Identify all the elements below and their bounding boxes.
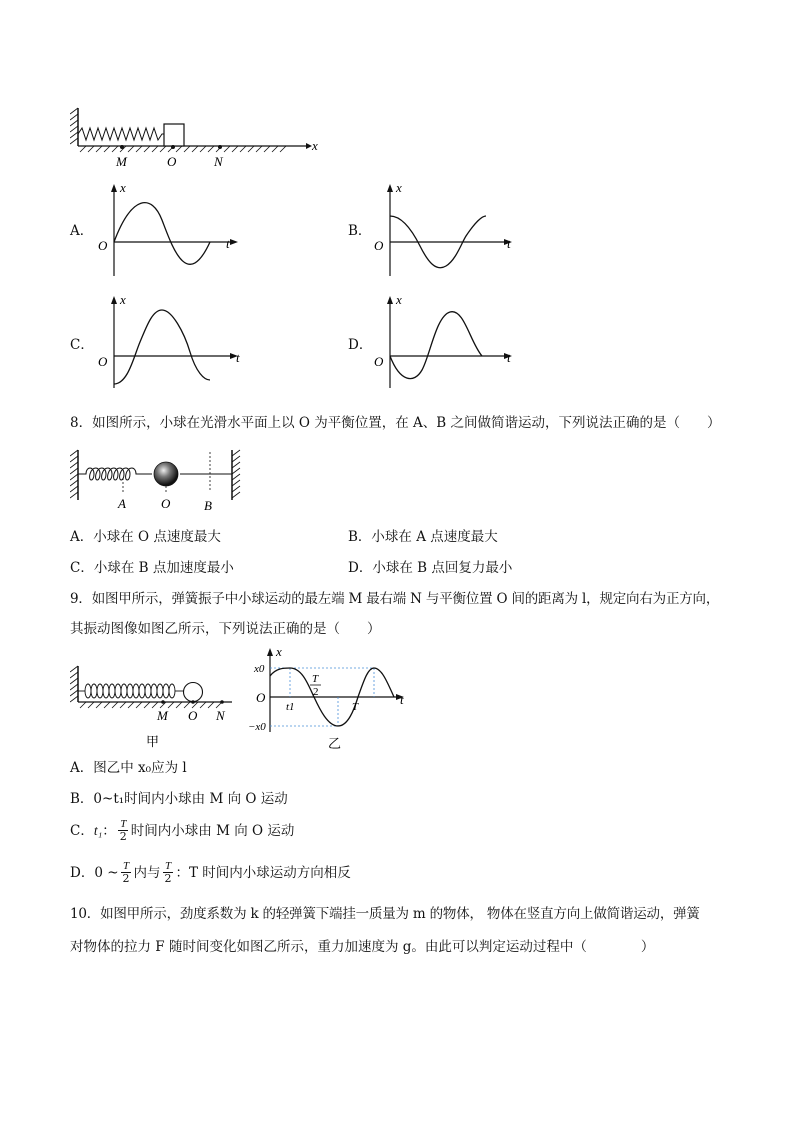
svg-text:O: O [98,354,108,369]
q9-option-d-fraction-2: $\frac{T}{2}$ [164,860,172,885]
q7-option-d-letter[interactable]: D． [348,337,373,353]
q9-yi-t1: t1 [286,701,295,713]
svg-text:x: x [396,292,402,307]
q7-option-a-graph [92,180,252,280]
q9-yi-origin: O [256,690,266,705]
q7-option-a-letter[interactable]: A． [70,223,94,239]
q8-stem: 8．如图所示，小球在光滑水平面上以 O 为平衡位置，在 A、B 之间做简谐运动，下列说法正确的是（ ） [70,415,721,431]
q9-option-d-sep: ： [175,864,190,881]
q9-jia-label-o: O [188,708,198,723]
q8-option-b[interactable]: B．小球在 A 点速度最大 [348,529,498,545]
q10-stem-line1: 10．如图甲所示，劲度系数为 k 的轻弹簧下端挂一质量为 m 的物体， 物体在竖直方向上做简谐运动，弹簧 [70,906,700,922]
q9-stem-line2: 其振动图像如图乙所示，下列说法正确的是（ ） [70,621,381,637]
q9-figure-yi [248,644,418,752]
q9-yi-period: T [352,701,359,713]
q9-yi-half-num: T [312,673,319,685]
q8-option-d[interactable]: D．小球在 B 点回复力最小 [348,560,513,576]
q9-option-c-sep: ： [102,822,116,839]
q9-option-c-suffix: 时间内小球由 M 向 O 运动 [130,822,295,839]
q9-figure-jia [70,662,240,750]
svg-text:t: t [236,350,240,365]
q9-option-d[interactable] [70,860,351,885]
svg-text:O: O [374,354,384,369]
q7-axis-x-label: x [312,138,318,153]
svg-text:x: x [120,180,126,195]
q9-yi-x0: x0 [254,663,265,675]
q9-option-c-prefix: C． [70,822,94,839]
svg-text:x: x [120,292,126,307]
svg-text:t: t [507,236,511,251]
q9-option-b[interactable]: B．0~t₁时间内小球由 M 向 O 运动 [70,791,288,807]
q9-yi-neg-x0: −x0 [248,721,266,733]
q9-yi-axis-x: x [276,644,282,659]
q8-option-c[interactable]: C．小球在 B 点加速度最小 [70,560,234,576]
q7-option-c-letter[interactable]: C． [70,337,94,353]
svg-text:x: x [396,180,402,195]
q8-option-a[interactable]: A．小球在 O 点速度最大 [70,529,221,545]
q9-option-d-prefix: D．0 ~ [70,864,119,881]
svg-text:t: t [226,236,230,251]
q9-jia-caption: 甲 [146,735,160,750]
q7-point-n: N [214,154,223,169]
q9-option-c[interactable] [70,818,294,843]
q7-option-c-graph [92,292,252,392]
q9-yi-axis-t: t [400,692,404,707]
q8-label-a: A [118,496,126,511]
q7-spring-block-figure [70,100,330,175]
q9-option-d-fraction-1: $\frac{T}{2}$ [122,860,130,885]
q9-option-d-mid: 内与 [133,864,161,881]
q8-label-o: O [161,496,171,511]
q9-stem-line1: 9．如图甲所示，弹簧振子中小球运动的最左端 M 最右端 N 与平衡位置 O 间的距离为 l，规定向右为正方向， [70,591,720,607]
q8-spring-ball-figure [70,448,245,516]
q7-point-m: M [116,154,127,169]
q10-stem-line2: 对物体的拉力 F 随时间变化如图乙所示，重力加速度为 g。由此可以判定运动过程中（ ） [70,939,655,955]
svg-text:t: t [507,350,511,365]
q9-option-d-suffix: T 时间内小球运动方向相反 [189,864,351,881]
q7-point-o: O [167,154,177,169]
q9-option-c-t1: t₁ [93,822,103,838]
q9-jia-label-n: N [216,708,225,723]
q7-option-b-letter[interactable]: B． [348,223,372,239]
q9-yi-caption: 乙 [328,737,342,752]
q7-option-d-graph [370,292,530,392]
svg-text:O: O [98,238,108,253]
q7-option-b-graph [370,180,530,280]
svg-text:O: O [374,238,384,253]
q9-yi-half-den: 2 [313,686,319,698]
q9-jia-label-m: M [157,708,168,723]
q9-option-c-fraction: $\frac{T}{2}$ [119,818,127,843]
q8-label-b: B [204,498,212,513]
q9-option-a[interactable]: A．图乙中 x₀应为 l [70,760,187,776]
